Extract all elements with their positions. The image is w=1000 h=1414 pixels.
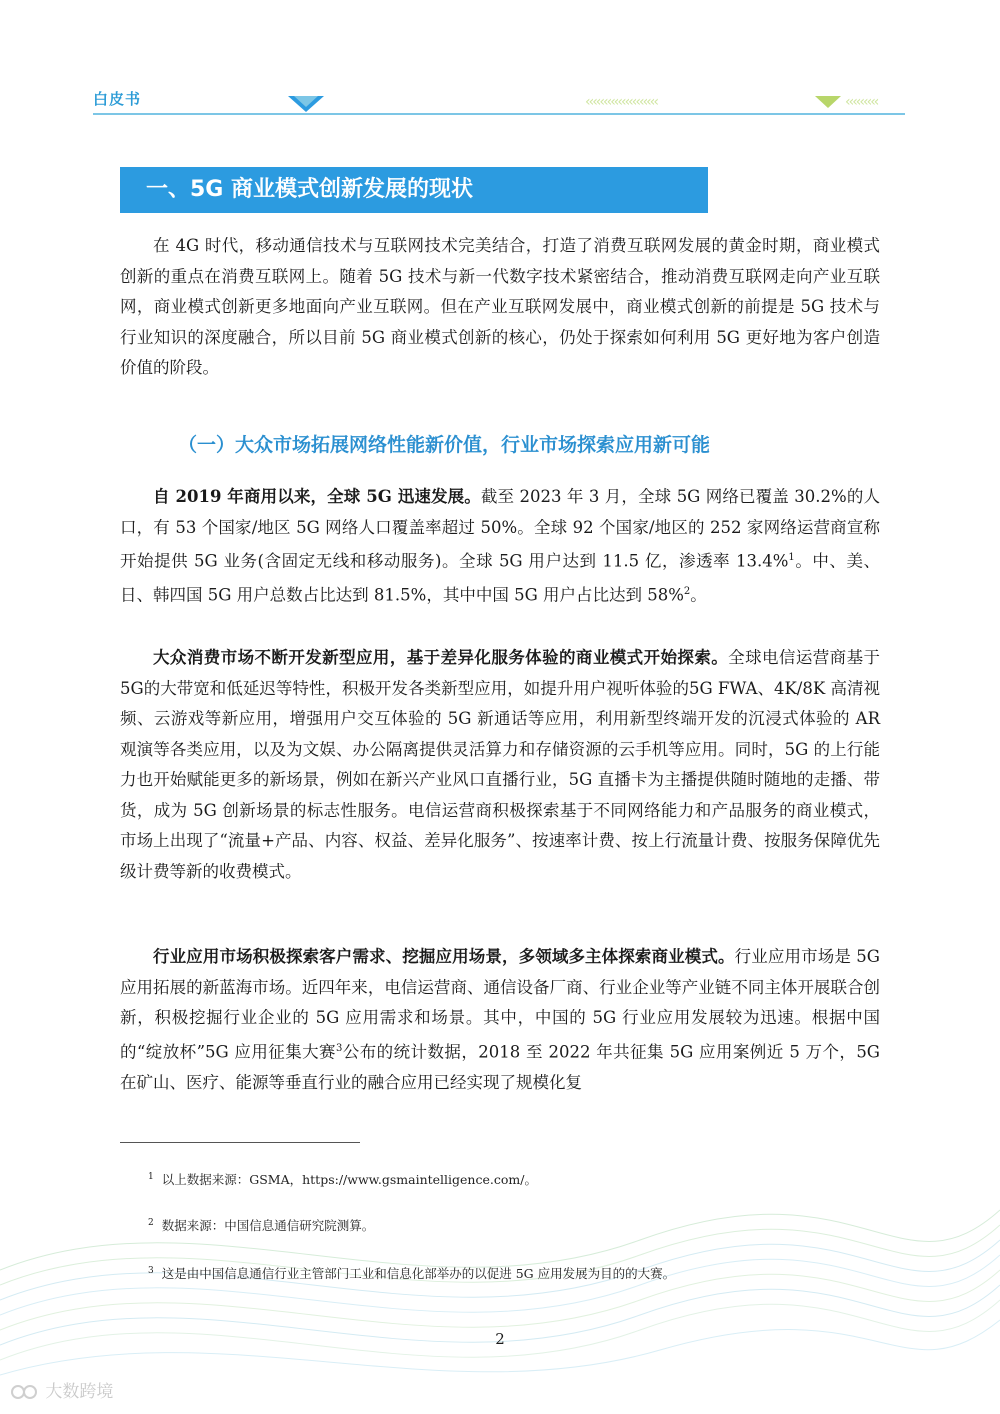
page-header	[0, 0, 1000, 130]
paragraph-lead-bold: 自 2019 年商用以来，全球 5G 迅速发展。	[153, 487, 481, 506]
paragraph-text: 。	[690, 585, 707, 605]
paragraph-intro: 在 4G 时代，移动通信技术与互联网技术完美结合，打造了消费互联网发展的黄金时期，商业模式创新的重点在消费互联网上。随着 5G 技术与新一代数字技术紧密结合，推动消费互联网走向产业互联网，商业模式创新更多地面向产业互联网。但在产业互联网发展中，商业模式创新的前提是 5G 技术与行业知识的深度融合，所以目前 5G 商业模式创新的核心，仍处于探索如何利用 5G 更好地为客户创造价值的阶段。	[120, 236, 880, 377]
paragraph-text: 。中、美、日、韩四国 5G 用户总数占比达到 81.5%，其中中国 5G 用户占比达到 58%	[120, 551, 881, 605]
footnote-rule	[120, 1142, 360, 1143]
header-triangle-icon	[288, 96, 324, 114]
subsection-heading: （一）大众市场拓展网络性能新价值，行业市场探索应用新可能	[178, 434, 711, 456]
section-title: 一、5G 商业模式创新发展的现状	[120, 167, 708, 213]
footnote-ref: 1	[788, 552, 795, 563]
footnote-text: 这是由中国信息通信行业主管部门工业和信息化部举办的以促进 5G 应用发展为目的的大赛。	[161, 1266, 676, 1281]
footnote-number: 2	[148, 1217, 154, 1228]
header-chevron-decoration: ‹‹‹‹‹‹‹‹‹‹‹‹‹‹‹‹‹‹‹‹	[585, 94, 657, 110]
page-number: 2	[495, 1330, 505, 1348]
footnote-ref: 3	[336, 1042, 343, 1054]
header-chevron-decoration-right: ‹‹‹‹‹‹‹‹‹	[845, 94, 878, 110]
paragraph-text: 截至 2023 年 3 月，全球 5G 网络已覆盖 30.2%的人口，有 53 个国家/地区 5G 网络人口覆盖率超过 50%。全球 92 个国家/地区的 252 家网络运营商宣称开始提供 5G 业务(含固定无线和移动服务)。全球 5G 用户达到 11.5 亿，渗透率 13.4%	[120, 487, 880, 571]
footnote-1	[148, 1170, 537, 1188]
paragraph-text: 行业应用市场是 5G 应用拓展的新蓝海市场。近四年来，电信运营商、通信设备厂商、行业企业等产业链不同主体开展联合创新，积极挖掘行业企业的 5G 应用需求和场景。其中，中国的 5G 行业应用发展较为迅速。根据中国的“绽放杯”5G 应用征集大赛	[120, 947, 880, 1061]
footnote-number: 1	[148, 1171, 154, 1182]
header-lime-triangle-icon	[815, 96, 841, 110]
footnote-3	[148, 1264, 675, 1282]
paragraph-lead-bold: 行业应用市场积极探索客户需求、挖掘应用场景，多领域多主体探索商业模式。	[153, 947, 735, 966]
paragraph-text: 全球电信运营商基于5G的大带宽和低延迟等特性，积极开发各类新型应用，如提升用户视听体验的5G FWA、4K/8K 高清视频、云游戏等新应用，增强用户交互体验的 5G 新通话等应用，利用新型终端开发的沉浸式体验的 AR 观演等各类应用，以及为文娱、办公隔离提供灵活算力和存储资源的云手机等应用。同时，5G 的上行能力也开始赋能更多的新场景，例如在新兴产业风口直播行业，5G 直播卡为主播提供随时随地的走播、带货，成为 5G 创新场景的标志性服务。电信运营商积极探索基于不同网络能力和产品服务的商业模式，市场上出现了“流量+产品、内容、权益、差异化服务”、按速率计费、按上行流量计费、按服务保障优先级计费等新的收费模式。	[120, 648, 881, 881]
paragraph-industry-market	[120, 942, 880, 1098]
paragraph-consumer-market	[120, 643, 880, 887]
wave-decoration	[0, 1150, 1000, 1414]
footnote-ref: 2	[683, 586, 691, 597]
watermark-text: 大数跨境	[45, 1382, 114, 1402]
footnote-number: 3	[148, 1265, 154, 1276]
paragraph-lead-bold: 大众消费市场不断开发新型应用，基于差异化服务体验的商业模式开始探索。	[153, 648, 729, 667]
watermark	[10, 1377, 113, 1403]
header-brand: 白皮书	[93, 90, 142, 108]
paragraph-text: 公布的统计数据，2018 至 2022 年共征集 5G 应用案例近 5 万个，5G 在矿山、医疗、能源等垂直行业的融合应用已经实现了规模化复	[120, 1042, 880, 1092]
footnote-text: 以上数据来源：GSMA，https://www.gsmaintelligence.com/。	[161, 1172, 537, 1187]
header-rule	[93, 113, 905, 115]
footnote-text: 数据来源：中国信息通信研究院测算。	[161, 1218, 375, 1233]
watermark-logo-icon	[10, 1381, 40, 1403]
paragraph-global-5g	[120, 482, 880, 611]
footnote-2	[148, 1216, 374, 1234]
